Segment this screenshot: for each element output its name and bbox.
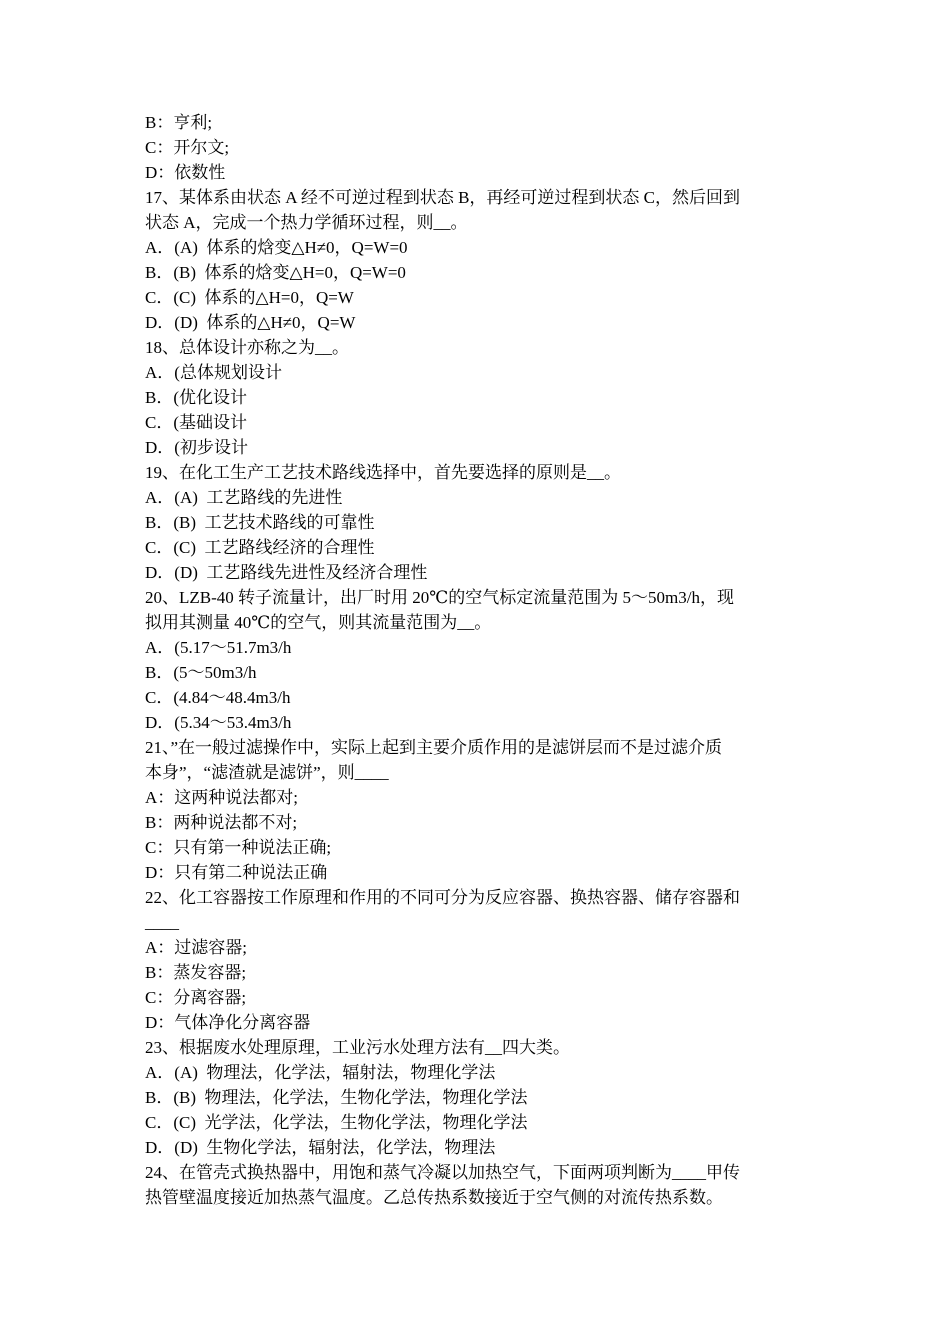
- text-line: 状态 A，完成一个热力学循环过程，则__。: [145, 213, 468, 232]
- text-line: C：开尔文;: [145, 138, 230, 157]
- text-line: C．(基础设计: [145, 413, 247, 432]
- text-line: D．(D) 体系的△H≠0，Q=W: [145, 313, 356, 332]
- text-line: 24、在管壳式换热器中，用饱和蒸气冷凝以加热空气，下面两项判断为____甲传: [145, 1163, 740, 1182]
- text-line: B．(优化设计: [145, 388, 247, 407]
- text-line: C．(C) 工艺路线经济的合理性: [145, 538, 375, 557]
- text-line: 19、在化工生产工艺技术路线选择中，首先要选择的原则是__。: [145, 463, 621, 482]
- text-line: D：气体净化分离容器: [145, 1013, 311, 1032]
- text-line: D．(初步设计: [145, 438, 248, 457]
- document-page: [145, 110, 835, 1210]
- text-line: B：两种说法都不对;: [145, 813, 298, 832]
- text-line: C．(C) 光学法，化学法，生物化学法，物理化学法: [145, 1113, 528, 1132]
- text-line: A．(A) 工艺路线的先进性: [145, 488, 343, 507]
- text-line: D．(D) 生物化学法，辐射法，化学法，物理法: [145, 1138, 496, 1157]
- text-line: D：依数性: [145, 163, 226, 182]
- text-line: B．(B) 工艺技术路线的可靠性: [145, 513, 375, 532]
- text-line: 热管壁温度接近加热蒸气温度。乙总传热系数接近于空气侧的对流传热系数。: [145, 1188, 723, 1207]
- text-line: C：只有第一种说法正确;: [145, 838, 332, 857]
- text-line: A．(总体规划设计: [145, 363, 282, 382]
- text-line: 23、根据废水处理原理，工业污水处理方法有__四大类。: [145, 1038, 570, 1057]
- text-line: ____: [145, 913, 179, 932]
- text-line: B．(5～50m3/h: [145, 663, 257, 682]
- text-line: 22、化工容器按工作原理和作用的不同可分为反应容器、换热容器、储存容器和: [145, 888, 740, 907]
- text-line: 18、总体设计亦称之为__。: [145, 338, 349, 357]
- text-line: B．(B) 体系的焓变△H=0，Q=W=0: [145, 263, 406, 282]
- text-line: A．(A) 体系的焓变△H≠0，Q=W=0: [145, 238, 408, 257]
- text-line: D．(D) 工艺路线先进性及经济合理性: [145, 563, 428, 582]
- text-line: 21、”在一般过滤操作中，实际上起到主要介质作用的是滤饼层而不是过滤介质: [145, 738, 723, 757]
- text-line: A：过滤容器;: [145, 938, 247, 957]
- text-line: 拟用其测量 40℃的空气，则其流量范围为__。: [145, 613, 492, 632]
- text-line: A．(A) 物理法，化学法，辐射法，物理化学法: [145, 1063, 496, 1082]
- text-line: C．(C) 体系的△H=0，Q=W: [145, 288, 354, 307]
- text-line: C：分离容器;: [145, 988, 247, 1007]
- text-line: B．(B) 物理法，化学法，生物化学法，物理化学法: [145, 1088, 528, 1107]
- text-line: 17、某体系由状态 A 经不可逆过程到状态 B，再经可逆过程到状态 C，然后回到: [145, 188, 741, 207]
- text-line: A．(5.17～51.7m3/h: [145, 638, 292, 657]
- text-line: B：亨利;: [145, 113, 213, 132]
- text-line: A：这两种说法都对;: [145, 788, 298, 807]
- text-line: B：蒸发容器;: [145, 963, 247, 982]
- text-line: C．(4.84～48.4m3/h: [145, 688, 291, 707]
- text-line: D：只有第二种说法正确: [145, 863, 328, 882]
- text-line: 20、LZB-40 转子流量计，出厂时用 20℃的空气标定流量范围为 5～50m3/h，现: [145, 588, 734, 607]
- text-line: 本身”，“滤渣就是滤饼”，则____: [145, 763, 389, 782]
- text-line: D．(5.34～53.4m3/h: [145, 713, 292, 732]
